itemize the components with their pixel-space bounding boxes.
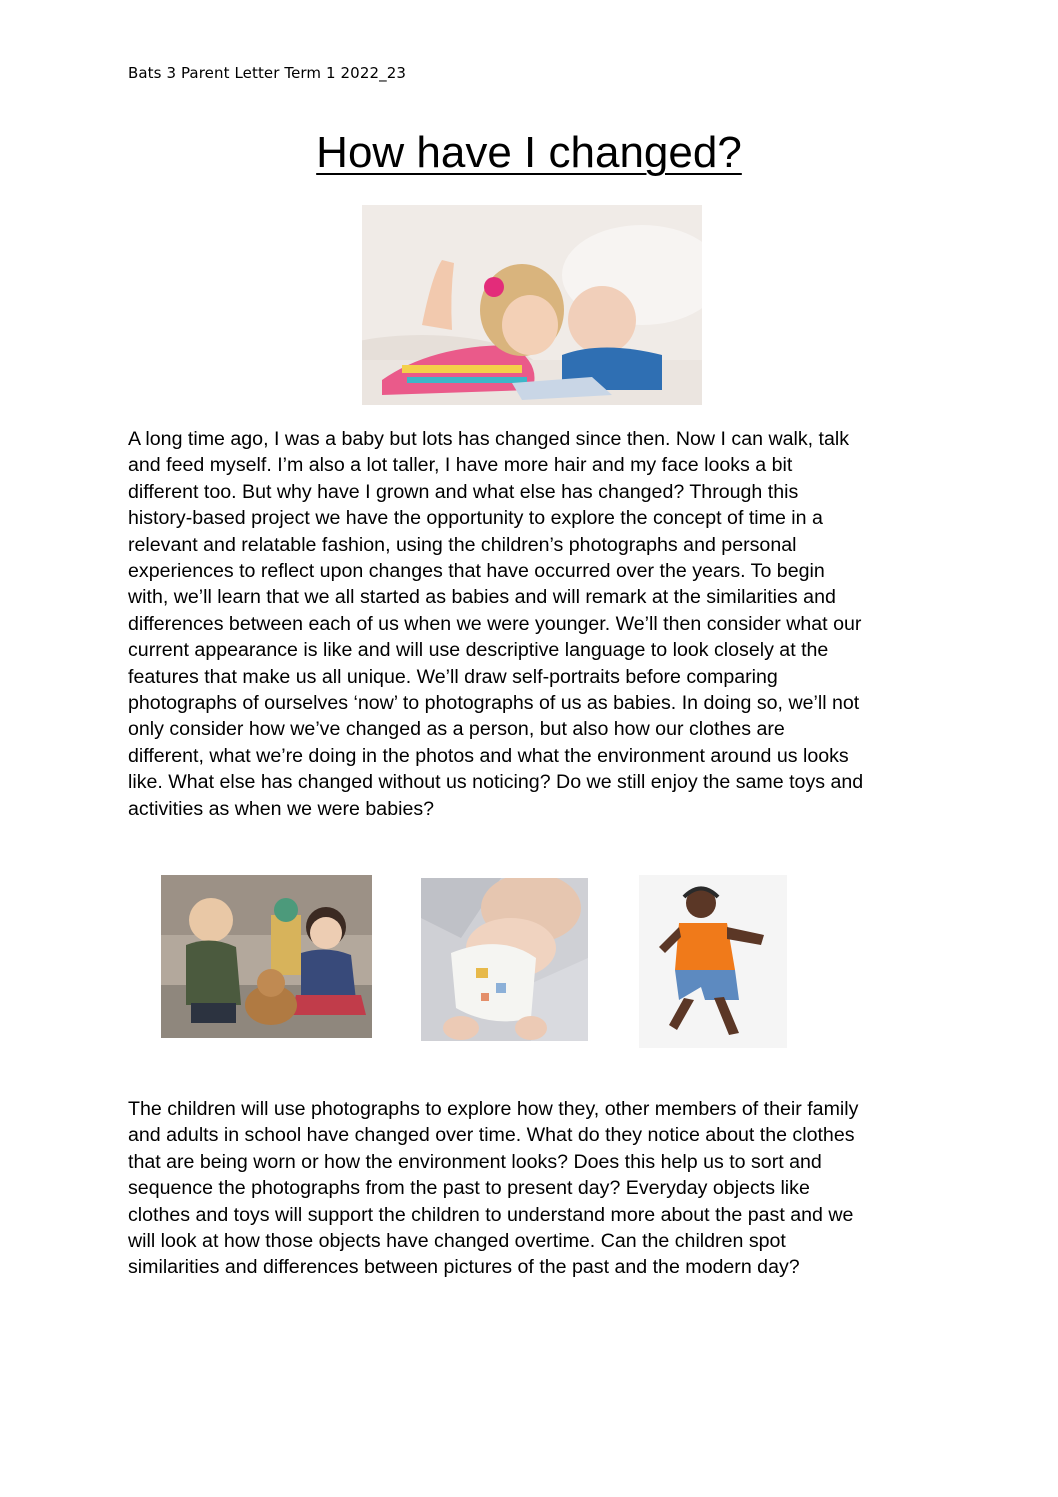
girl-and-baby-reading-photo <box>362 205 702 405</box>
document-header: Bats 3 Parent Letter Term 1 2022_23 <box>128 64 406 82</box>
second-paragraph: The children will use photographs to explore how they, other members of their family and adults in school have changed over time. What do they notice about the clothes that are being worn or how the environment looks? Does this help us to sort and sequence the photographs from the past to present day? Everyday objects like clothes and toys will support the children to understand more about the past and we will look at how those objects have changed overtime. Can the children spot similarities and differences between pictures of the past and the modern day? <box>128 1098 859 1279</box>
intro-paragraph: A long time ago, I was a baby but lots has changed since then. Now I can walk, talk and feed myself. I’m also a lot taller, I have more hair and my face looks a bit different too. But why have I grown and what else has changed? Through this history-based project we have the opportunity to explore the concept of time in a relevant and relatable fashion, using the children’s photographs and personal experiences to reflect upon changes that have occurred over the years. To begin with, we’ll learn that we all started as babies and will remark at the similarities and differences between each of us when we were younger. We’ll then consider what our current appearance is like and will use descriptive language to look closely at the features that make us all unique. We’ll draw self-portraits before comparing photographs of ourselves ‘now’ to photographs of us as babies. In doing so, we’ll not only consider how we’ve changed as a person, but also how our clothes are different, what we’re doing in the photos and what the environment around us looks like. What else has changed without us noticing? Do we still enjoy the same toys and activities as when we were babies? <box>128 428 864 820</box>
page-title: How have I changed? <box>316 128 742 177</box>
toddlers-playing-photo <box>161 875 372 1038</box>
boy-jumping-photo <box>639 875 787 1048</box>
baby-in-nappy-photo <box>421 878 588 1041</box>
